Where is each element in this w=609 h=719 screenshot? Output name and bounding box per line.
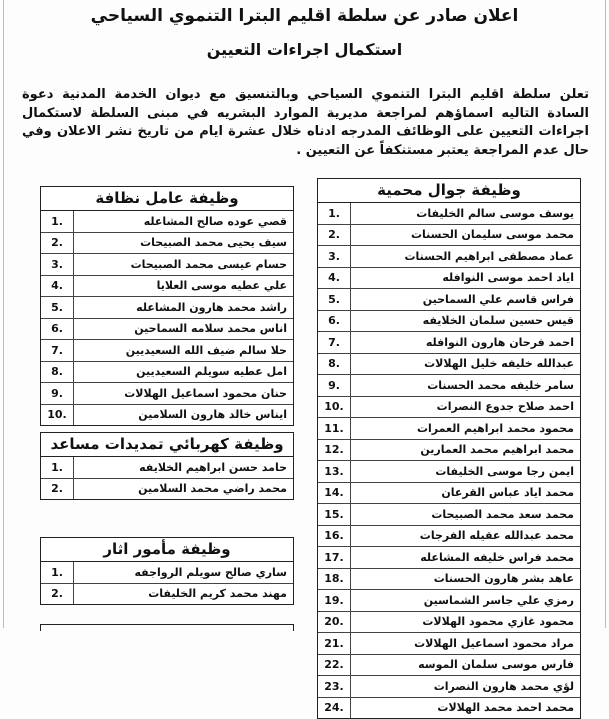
table-row [318,590,580,612]
table-row [318,397,580,419]
row-name: حسام عيسى محمد الصبيحات [130,257,287,271]
table-row [41,479,293,500]
table-row [318,203,580,225]
row-number: 12. [318,440,351,461]
row-number: 19. [318,590,351,611]
table-row [41,233,293,255]
row-name: لؤي محمد هارون النصرات [433,679,574,693]
patrol-job-title: وظيفة جوال محمية [318,179,580,203]
row-number: 2. [41,233,74,254]
row-name: قيس حسين سلمان الخلايفه [422,314,574,328]
table-row [318,698,580,719]
electrician-job-table [40,432,294,500]
table-row [318,418,580,440]
row-name: عاهد بشر هارون الحسنات [433,572,574,586]
row-number: 1. [41,211,74,232]
row-number: 22. [318,655,351,676]
cleaner-job-table [40,186,294,426]
row-name: فراس قاسم علي السماحين [422,292,574,306]
row-number: 16. [318,526,351,547]
row-name: ايمن رجا موسى الخليفات [435,464,574,478]
row-name: عماد مصطفى ابراهيم الحسنات [404,249,574,263]
table-row [41,584,293,605]
table-row [318,268,580,290]
table-row [318,461,580,483]
row-name: محمود محمد ابراهيم العمرات [416,421,574,435]
row-number: 20. [318,612,351,633]
row-name: راشد محمد هارون المشاعله [136,300,287,314]
row-name: فارس موسى سلمان الموسه [418,658,574,672]
row-name: مراد محمود اسماعيل الهلالات [414,636,574,650]
row-name: محمود غازي محمود الهلالات [422,615,574,629]
row-name: محمد موسى سليمان الحسنات [411,228,574,242]
electrician-job-title: وظيفة كهربائي تمديدات مساعد [41,433,293,457]
table-row [318,655,580,677]
table-row [318,633,580,655]
table-row [318,526,580,548]
row-number: 11. [318,418,351,439]
patrol-job-table [317,178,581,719]
row-name: امل عطيه سويلم السعيديين [136,365,287,379]
row-name: حلا سالم ضيف الله السعيديين [125,343,287,357]
row-number: 5. [318,289,351,310]
row-number: 10. [41,405,74,426]
row-number: 4. [41,276,74,297]
row-name: مهند محمد كريم الخليفات [148,587,287,601]
row-name: محمد فراس خليفه المشاعله [420,550,574,564]
row-number: 2. [41,479,74,500]
row-number: 24. [318,698,351,719]
table-row [41,297,293,319]
row-number: 23. [318,676,351,697]
partial-table-edge [40,624,294,631]
row-number: 3. [318,246,351,267]
row-name: اناس محمد سلامه السماحين [134,322,287,336]
table-row [318,354,580,376]
table-row [41,319,293,341]
row-number: 4. [318,268,351,289]
row-name: علي عطيه موسى العلايا [156,279,287,293]
table-row [41,254,293,276]
cleaner-job-title: وظيفة عامل نظافة [41,187,293,211]
table-row [41,211,293,233]
row-number: 21. [318,633,351,654]
table-row [318,225,580,247]
row-number: 1. [41,562,74,583]
announcement-subtitle: استكمال اجراءات التعيين [206,40,403,59]
row-number: 5. [41,297,74,318]
table-row [318,289,580,311]
row-name: اياد احمد موسى النوافله [442,271,574,285]
row-number: 2. [318,225,351,246]
row-number: 14. [318,483,351,504]
row-name: محمد سعد محمد الصبيحات [431,507,574,521]
row-name: حنان محمود اسماعيل الهلالات [124,386,287,400]
row-name: سيف يحيى محمد الصبيحات [140,236,287,250]
row-number: 6. [41,319,74,340]
row-number: 10. [318,397,351,418]
row-number: 1. [318,203,351,224]
row-name: محمد عبدالله عقيله الفرجات [419,529,574,543]
row-number: 2. [41,584,74,605]
table-row [318,612,580,634]
row-name: محمد ابراهيم محمد العمارين [420,443,574,457]
row-number: 9. [318,375,351,396]
table-row [318,483,580,505]
row-name: احمد فرحان هارون النوافله [425,335,574,349]
table-row [318,246,580,268]
row-number: 15. [318,504,351,525]
table-row [318,440,580,462]
row-number: 1. [41,457,74,478]
table-row [41,457,293,479]
row-number: 8. [318,354,351,375]
row-number: 17. [318,547,351,568]
table-row [41,362,293,384]
table-row [318,676,580,698]
announcement-body: تعلن سلطة اقليم البترا التنموي السياحي وبالتنسيق مع ديوان الخدمة المدنية دعوة السادة التاليه اسماؤهم لمراجعة مديرية الموارد البشريه في مبنى السلطة لاستكمال اجراءات التعيين على الوظائف المدرجه ادناه خلال عشرة ايام من تاريخ نشر الاعلان وفي حال عدم المراجعة يعتبر مستنكفاً عن التعيين . [22,87,589,158]
row-name: محمد احمد محمد الهلالات [437,701,574,715]
row-number: 6. [318,311,351,332]
row-name: ايناس خالد هارون السلامين [138,408,287,422]
table-row [41,276,293,298]
table-row [41,340,293,362]
row-name: محمد راضي محمد السلامين [138,482,287,496]
row-number: 9. [41,383,74,404]
table-row [318,547,580,569]
row-name: رمزي علي جاسر الشماسين [423,593,574,607]
warehouse-job-title: وظيفة مأمور اثار [41,538,293,562]
row-name: عبدالله خليفه خليل الهلالات [424,357,574,371]
row-number: 3. [41,254,74,275]
row-name: حامد حسن ابراهيم الخلايفه [139,460,287,474]
row-name: احمد صلاح جدوع النصرات [436,400,574,414]
table-row [318,504,580,526]
row-number: 7. [318,332,351,353]
table-row [41,562,293,584]
row-number: 13. [318,461,351,482]
table-row [41,383,293,405]
table-row [318,332,580,354]
row-number: 18. [318,569,351,590]
announcement-title: اعلان صادر عن سلطة اقليم البترا التنموي السياحي [90,6,519,26]
table-row [318,311,580,333]
table-row [318,375,580,397]
row-name: ساري صالح سويلم الرواجفه [134,565,287,579]
row-number: 8. [41,362,74,383]
row-name: محمد اياد عباس القرعان [441,486,574,500]
document-page [3,0,606,715]
warehouse-job-table [40,537,294,605]
table-row [318,569,580,591]
row-name: قصي عوده صالح المشاعله [143,214,287,228]
row-name: يوسف موسى سالم الخليفات [416,206,574,220]
table-row [41,405,293,426]
row-name: سامر خليفه محمد الحسنات [427,378,574,392]
row-number: 7. [41,340,74,361]
